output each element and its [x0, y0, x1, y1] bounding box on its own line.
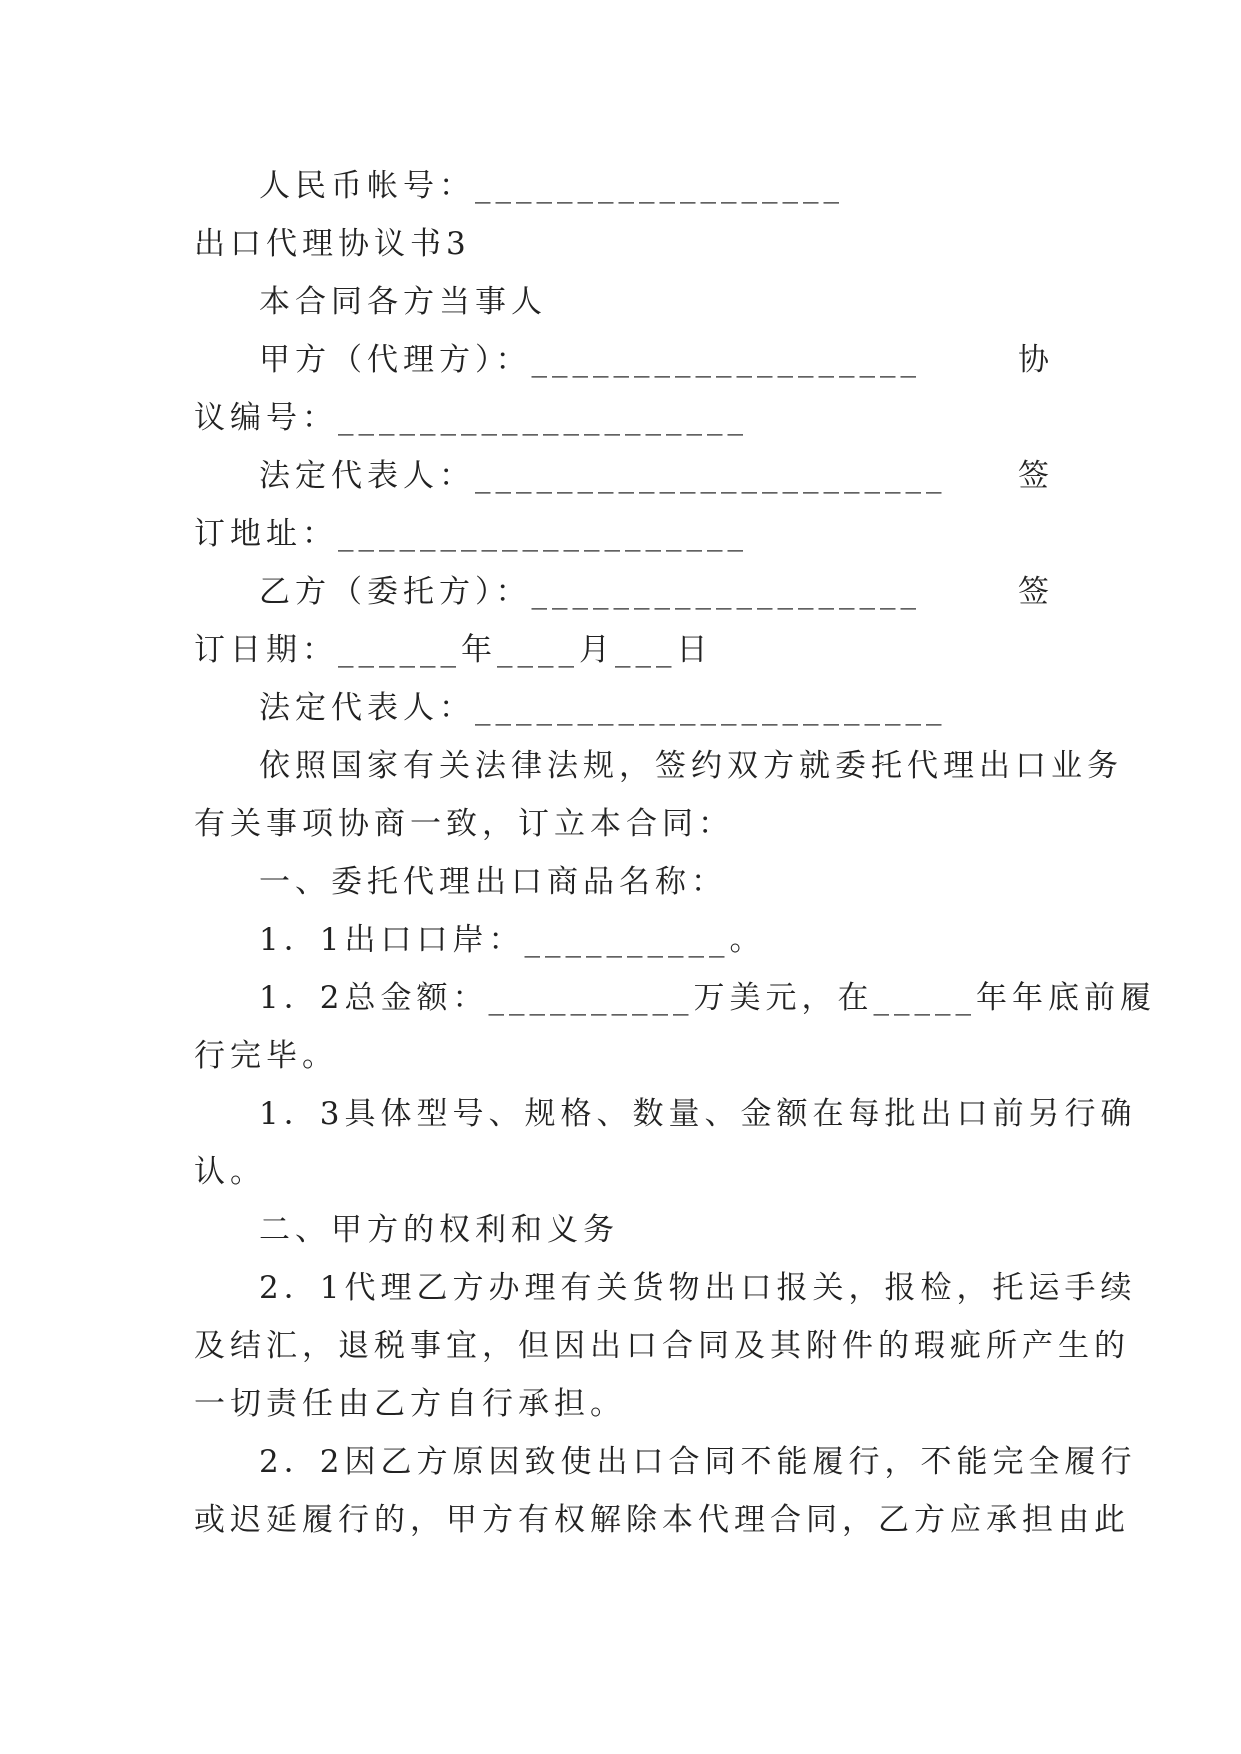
clause-1-3-line-1: 1．3具体型号、规格、数量、金额在每批出口前另行确 [259, 1096, 1137, 1132]
signing-address-line: 订地址：____________________ [194, 516, 748, 552]
clause-2-1-line-3: 一切责任由乙方自行承担。 [194, 1386, 626, 1422]
party-a-line [259, 330, 1054, 390]
party-a-representative-label: 法定代表人：_______________________ [259, 458, 947, 494]
party-a-overflow-char: 协 [1018, 342, 1054, 378]
preamble-line-2: 有关事项协商一致，订立本合同： [194, 806, 734, 842]
clause-2-1-line-1: 2．1代理乙方办理有关货物出口报关，报检，托运手续 [259, 1270, 1137, 1306]
clause-1-2-line-2: 行完毕。 [194, 1038, 338, 1074]
rmb-account-line: 人民币帐号：__________________ [259, 168, 844, 204]
party-a-label: 甲方（代理方）：___________________ [259, 342, 921, 378]
party-b-line [259, 562, 1054, 622]
clause-1-2-line-1: 1．2总金额：__________万美元，在_____年年底前履 [259, 980, 1156, 1016]
section-2-heading: 二、甲方的权利和义务 [259, 1212, 619, 1248]
party-b-label: 乙方（委托方）：___________________ [259, 574, 921, 610]
parties-heading: 本合同各方当事人 [259, 284, 547, 320]
section-1-heading: 一、委托代理出口商品名称： [259, 864, 727, 900]
clause-1-3-line-2: 认。 [194, 1154, 266, 1190]
signing-date-line: 订日期：______年____月___日 [194, 632, 713, 668]
party-a-representative-line [259, 446, 1054, 506]
party-b-representative-line: 法定代表人：_______________________ [259, 690, 947, 726]
agreement-number-line: 议编号：____________________ [194, 400, 748, 436]
party-b-overflow-char: 签 [1018, 574, 1054, 610]
preamble-line-1: 依照国家有关法律法规，签约双方就委托代理出口业务 [259, 748, 1123, 784]
clause-2-2-line-2: 或迟延履行的，甲方有权解除本代理合同，乙方应承担由此 [194, 1502, 1130, 1538]
document-title: 出口代理协议书3 [194, 226, 471, 262]
clause-2-2-line-1: 2．2因乙方原因致使出口合同不能履行，不能完全履行 [259, 1444, 1137, 1480]
clause-1-1: 1．1出口口岸：__________。 [259, 922, 766, 958]
clause-2-1-line-2: 及结汇，退税事宜，但因出口合同及其附件的瑕疵所产生的 [194, 1328, 1130, 1364]
party-a-representative-overflow-char: 签 [1018, 458, 1054, 494]
